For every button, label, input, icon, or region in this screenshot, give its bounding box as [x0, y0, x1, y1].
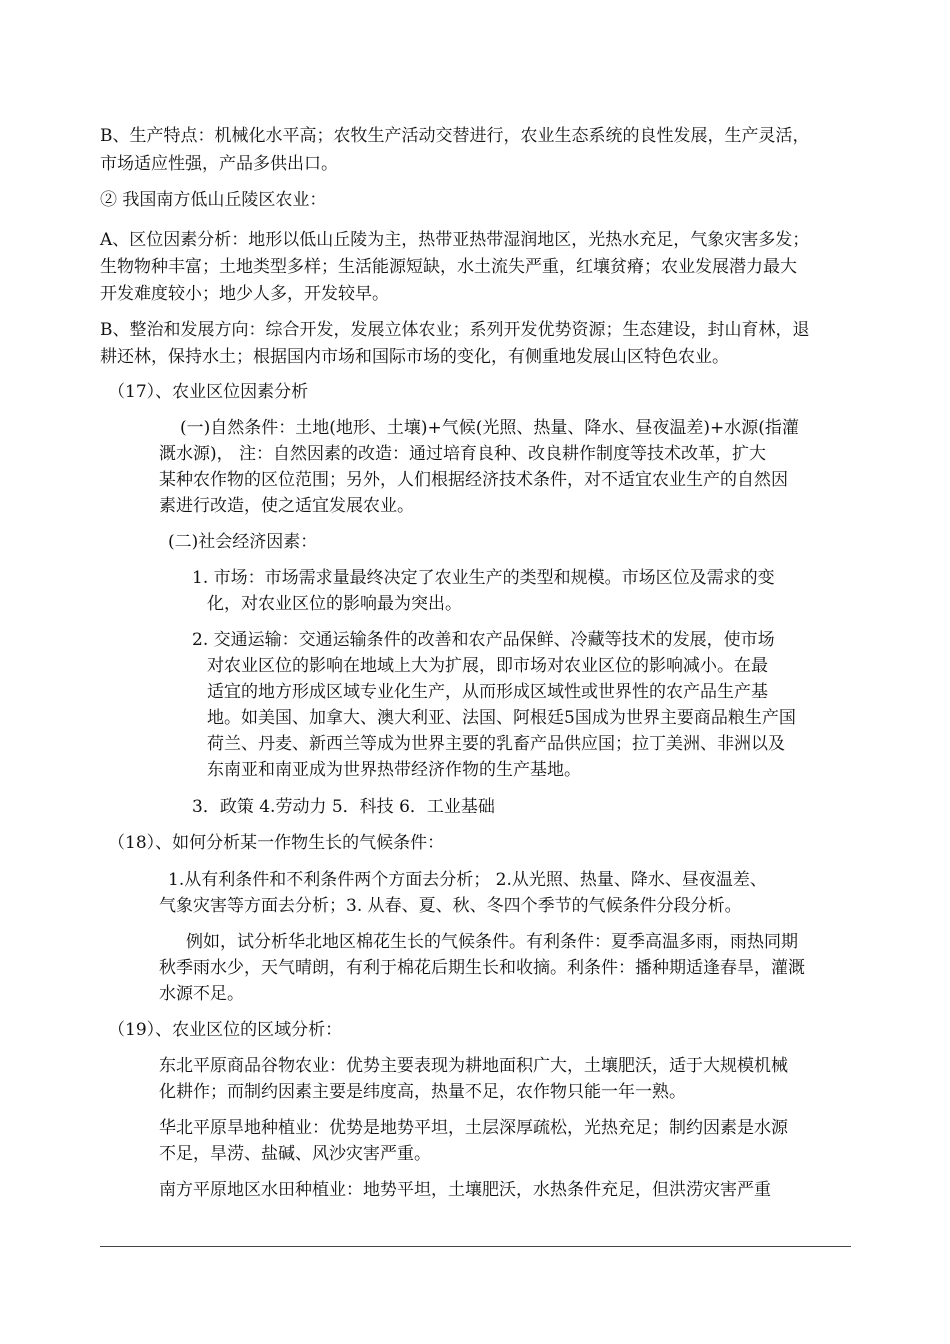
section-heading: （19）、农业区位的区域分析： — [108, 1020, 343, 1040]
text-line: 素进行改造，使之适宜发展农业。 — [159, 496, 414, 516]
text-line: 地。如美国、加拿大、澳大利亚、法国、阿根廷5国成为世界主要商品粮生产国 — [207, 708, 796, 728]
text-line: 水源不足。 — [159, 984, 244, 1004]
text-line: 对农业区位的影响在地域上大为扩展，即市场对农业区位的影响减小。在最 — [207, 656, 768, 676]
text-line: ② 我国南方低山丘陵区农业： — [100, 190, 327, 210]
list-item: 3．政策 4.劳动力 5．科技 6．工业基础 — [192, 797, 495, 817]
text-line: 溉水源)， 注：自然因素的改造：通过培育良种、改良耕作制度等技术改革，扩大 — [159, 444, 767, 464]
text-line: (二)社会经济因素： — [168, 532, 318, 552]
text-line: (一)自然条件：土地(地形、土壤)+气候(光照、热量、降水、昼夜温差)+水源(指灌 — [180, 418, 799, 438]
footer-divider — [100, 1246, 851, 1247]
text-line: 气象灾害等方面去分析；3. 从春、夏、秋、冬四个季节的气候条件分段分析。 — [159, 896, 742, 916]
text-line: 荷兰、丹麦、新西兰等成为世界主要的乳畜产品供应国；拉丁美洲、非洲以及 — [207, 734, 785, 754]
list-item: 1. 市场：市场需求量最终决定了农业生产的类型和规模。市场区位及需求的变 — [192, 568, 775, 588]
text-line: A、区位因素分析：地形以低山丘陵为主，热带亚热带湿润地区，光热水充足，气象灾害多发； — [100, 230, 810, 250]
text-line: 开发难度较小；地少人多，开发较早。 — [100, 284, 389, 304]
text-line: 市场适应性强，产品多供出口。 — [100, 154, 338, 174]
text-line: 华北平原旱地种植业：优势是地势平坦，土层深厚疏松，光热充足；制约因素是水源 — [159, 1118, 788, 1138]
text-line: 东北平原商品谷物农业：优势主要表现为耕地面积广大，土壤肥沃，适于大规模机械 — [159, 1056, 788, 1076]
text-line: 不足，旱涝、盐碱、风沙灾害严重。 — [159, 1144, 431, 1164]
text-line: 化耕作；而制约因素主要是纬度高，热量不足，农作物只能一年一熟。 — [159, 1082, 686, 1102]
text-line: B、生产特点：机械化水平高；农牧生产活动交替进行，农业生态系统的良性发展，生产灵活， — [100, 126, 810, 146]
section-heading: （17）、农业区位因素分析 — [108, 382, 309, 402]
text-line: 化，对农业区位的影响最为突出。 — [207, 594, 462, 614]
text-line: 1.从有利条件和不利条件两个方面去分析； 2.从光照、热量、降水、昼夜温差、 — [168, 870, 767, 890]
list-item: 2. 交通运输：交通运输条件的改善和农产品保鲜、冷藏等技术的发展，使市场 — [192, 630, 775, 650]
text-line: 秋季雨水少，天气晴朗，有利于棉花后期生长和收摘。利条件：播种期适逢春旱，灌溉 — [159, 958, 805, 978]
text-line: 南方平原地区水田种植业：地势平坦，土壤肥沃，水热条件充足，但洪涝灾害严重 — [159, 1180, 771, 1200]
text-line: B、整治和发展方向：综合开发，发展立体农业；系列开发优势资源；生态建设，封山育林，退 — [100, 320, 810, 340]
section-heading: （18）、如何分析某一作物生长的气候条件： — [108, 833, 445, 853]
text-line: 东南亚和南亚成为世界热带经济作物的生产基地。 — [207, 760, 581, 780]
text-line: 某种农作物的区位范围；另外，人们根据经济技术条件，对不适宜农业生产的自然因 — [159, 470, 788, 490]
text-line: 例如，试分析华北地区棉花生长的气候条件。有利条件：夏季高温多雨，雨热同期 — [186, 932, 798, 952]
text-line: 适宜的地方形成区域专业化生产，从而形成区域性或世界性的农产品生产基 — [207, 682, 768, 702]
text-line: 生物物种丰富；土地类型多样；生活能源短缺，水土流失严重，红壤贫瘠；农业发展潜力最大 — [100, 257, 797, 277]
text-line: 耕还林，保持水土；根据国内市场和国际市场的变化，有侧重地发展山区特色农业。 — [100, 347, 729, 367]
